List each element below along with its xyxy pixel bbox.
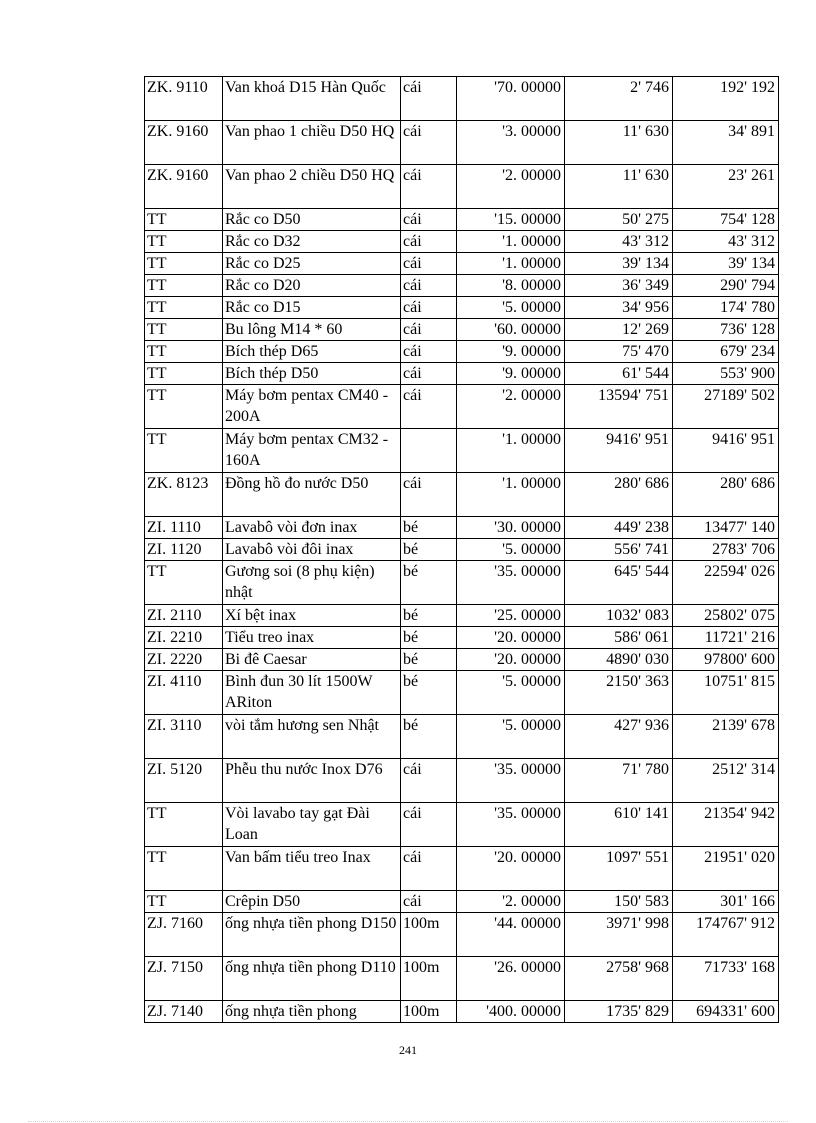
table-row [145, 671, 779, 715]
item-code-cell: ZK. 9160 [145, 165, 223, 209]
quantity-cell: '35. 00000 [457, 759, 565, 803]
item-code-cell: TT [145, 297, 223, 319]
table-row [145, 1001, 779, 1023]
unit-cell: cái [401, 165, 457, 209]
table-row [145, 275, 779, 297]
quantity-cell: '30. 00000 [457, 517, 565, 539]
total-cell: 290' 794 [673, 275, 779, 297]
item-code-cell: TT [145, 319, 223, 341]
total-cell: 2512' 314 [673, 759, 779, 803]
total-cell: 10751' 815 [673, 671, 779, 715]
item-code-cell: ZJ. 7160 [145, 913, 223, 957]
total-cell: 43' 312 [673, 231, 779, 253]
unit-cell: cái [401, 847, 457, 891]
total-cell: 13477' 140 [673, 517, 779, 539]
unit-cell: cái [401, 275, 457, 297]
total-cell: 9416' 951 [673, 429, 779, 473]
item-code-cell: ZI. 5120 [145, 759, 223, 803]
item-name-cell: Rắc co D15 [223, 297, 401, 319]
table-row [145, 473, 779, 517]
unit-price-cell: 2150' 363 [565, 671, 673, 715]
item-code-cell: TT [145, 847, 223, 891]
quantity-cell: '35. 00000 [457, 803, 565, 847]
quantity-cell: '1. 00000 [457, 473, 565, 517]
unit-price-cell: 2758' 968 [565, 957, 673, 1001]
unit-cell: bé [401, 517, 457, 539]
unit-cell: cái [401, 319, 457, 341]
item-name-cell: Rắc co D20 [223, 275, 401, 297]
table-row [145, 803, 779, 847]
item-code-cell: ZJ. 7150 [145, 957, 223, 1001]
total-cell: 174767' 912 [673, 913, 779, 957]
total-cell: 23' 261 [673, 165, 779, 209]
total-cell: 192' 192 [673, 77, 779, 121]
item-name-cell: Đồng hồ đo nước D50 [223, 473, 401, 517]
unit-price-cell: 3971' 998 [565, 913, 673, 957]
table-row [145, 385, 779, 429]
table-row [145, 363, 779, 385]
quantity-cell: '2. 00000 [457, 165, 565, 209]
total-cell: 11721' 216 [673, 627, 779, 649]
table-row [145, 847, 779, 891]
total-cell: 2783' 706 [673, 539, 779, 561]
unit-price-cell: 11' 630 [565, 165, 673, 209]
unit-price-cell: 1097' 551 [565, 847, 673, 891]
unit-price-cell: 61' 544 [565, 363, 673, 385]
quantity-cell: '70. 00000 [457, 77, 565, 121]
table-row [145, 913, 779, 957]
total-cell: 679' 234 [673, 341, 779, 363]
item-code-cell: ZI. 1110 [145, 517, 223, 539]
table-row [145, 253, 779, 275]
item-name-cell: Lavabô vòi đôi inax [223, 539, 401, 561]
table-row [145, 209, 779, 231]
item-code-cell: TT [145, 561, 223, 605]
quantity-cell: '25. 00000 [457, 605, 565, 627]
total-cell: 280' 686 [673, 473, 779, 517]
item-name-cell: Rắc co D25 [223, 253, 401, 275]
item-name-cell: Van phao 1 chiều D50 HQ [223, 121, 401, 165]
item-code-cell: ZI. 1120 [145, 539, 223, 561]
unit-cell: cái [401, 385, 457, 429]
quantity-cell: '15. 00000 [457, 209, 565, 231]
table-row [145, 165, 779, 209]
unit-cell: bé [401, 715, 457, 759]
unit-cell: bé [401, 627, 457, 649]
item-name-cell: ống nhựa tiền phong D110 [223, 957, 401, 1001]
unit-price-cell: 645' 544 [565, 561, 673, 605]
total-cell: 301' 166 [673, 891, 779, 913]
total-cell: 71733' 168 [673, 957, 779, 1001]
item-name-cell: Lavabô vòi đơn inax [223, 517, 401, 539]
quantity-cell: '35. 00000 [457, 561, 565, 605]
unit-cell: cái [401, 77, 457, 121]
item-code-cell: TT [145, 209, 223, 231]
quantity-cell: '1. 00000 [457, 429, 565, 473]
unit-price-cell: 50' 275 [565, 209, 673, 231]
unit-price-cell: 2' 746 [565, 77, 673, 121]
item-name-cell: Tiểu treo inax [223, 627, 401, 649]
unit-cell: cái [401, 209, 457, 231]
total-cell: 754' 128 [673, 209, 779, 231]
unit-cell: cái [401, 253, 457, 275]
quantity-cell: '400. 00000 [457, 1001, 565, 1023]
quantity-cell: '20. 00000 [457, 649, 565, 671]
item-name-cell: Gương soi (8 phụ kiện) nhật [223, 561, 401, 605]
unit-cell: bé [401, 561, 457, 605]
unit-price-cell: 610' 141 [565, 803, 673, 847]
unit-cell: cái [401, 803, 457, 847]
unit-price-cell: 43' 312 [565, 231, 673, 253]
quantity-cell: '9. 00000 [457, 363, 565, 385]
total-cell: 174' 780 [673, 297, 779, 319]
unit-cell: 100m [401, 913, 457, 957]
total-cell: 2139' 678 [673, 715, 779, 759]
unit-price-cell: 280' 686 [565, 473, 673, 517]
unit-price-cell: 9416' 951 [565, 429, 673, 473]
table-row [145, 605, 779, 627]
item-code-cell: ZI. 2210 [145, 627, 223, 649]
unit-price-cell: 449' 238 [565, 517, 673, 539]
item-name-cell: Van phao 2 chiều D50 HQ [223, 165, 401, 209]
unit-cell: bé [401, 649, 457, 671]
quantity-cell: '3. 00000 [457, 121, 565, 165]
item-code-cell: ZI. 2110 [145, 605, 223, 627]
unit-price-cell: 586' 061 [565, 627, 673, 649]
item-name-cell: Bu lông M14 * 60 [223, 319, 401, 341]
table-row [145, 231, 779, 253]
unit-cell: 100m [401, 957, 457, 1001]
item-code-cell: TT [145, 231, 223, 253]
unit-cell: cái [401, 891, 457, 913]
total-cell: 553' 900 [673, 363, 779, 385]
item-code-cell: TT [145, 275, 223, 297]
item-code-cell: ZI. 4110 [145, 671, 223, 715]
quantity-cell: '9. 00000 [457, 341, 565, 363]
unit-cell: bé [401, 539, 457, 561]
total-cell: 39' 134 [673, 253, 779, 275]
quantity-cell: '20. 00000 [457, 627, 565, 649]
table-row [145, 715, 779, 759]
unit-price-cell: 34' 956 [565, 297, 673, 319]
table-row [145, 759, 779, 803]
total-cell: 736' 128 [673, 319, 779, 341]
item-code-cell: ZK. 9110 [145, 77, 223, 121]
item-code-cell: ZI. 3110 [145, 715, 223, 759]
item-code-cell: TT [145, 363, 223, 385]
unit-price-cell: 150' 583 [565, 891, 673, 913]
item-name-cell: vòi tắm hương sen Nhật [223, 715, 401, 759]
unit-price-cell: 13594' 751 [565, 385, 673, 429]
quantity-cell: '1. 00000 [457, 253, 565, 275]
item-name-cell: Van bấm tiểu treo Inax [223, 847, 401, 891]
item-code-cell: TT [145, 891, 223, 913]
table-row [145, 517, 779, 539]
price-table-body [145, 77, 779, 1023]
item-name-cell: Bích thép D50 [223, 363, 401, 385]
item-name-cell: Máy bơm pentax CM40 - 200A [223, 385, 401, 429]
quantity-cell: '1. 00000 [457, 231, 565, 253]
total-cell: 34' 891 [673, 121, 779, 165]
unit-cell: bé [401, 671, 457, 715]
item-code-cell: ZI. 2220 [145, 649, 223, 671]
item-code-cell: ZK. 8123 [145, 473, 223, 517]
table-row [145, 957, 779, 1001]
item-name-cell: Rắc co D32 [223, 231, 401, 253]
item-code-cell: TT [145, 803, 223, 847]
bottom-divider [28, 1121, 788, 1122]
unit-price-cell: 39' 134 [565, 253, 673, 275]
item-name-cell: Bích thép D65 [223, 341, 401, 363]
total-cell: 22594' 026 [673, 561, 779, 605]
item-name-cell: Xí bệt inax [223, 605, 401, 627]
quantity-cell: '44. 00000 [457, 913, 565, 957]
table-row [145, 341, 779, 363]
item-name-cell: ống nhựa tiền phong D150 [223, 913, 401, 957]
unit-price-cell: 11' 630 [565, 121, 673, 165]
total-cell: 97800' 600 [673, 649, 779, 671]
unit-price-cell: 75' 470 [565, 341, 673, 363]
unit-cell: cái [401, 121, 457, 165]
page-number: 241 [399, 1043, 417, 1057]
table-row [145, 77, 779, 121]
unit-price-cell: 4890' 030 [565, 649, 673, 671]
unit-price-cell: 556' 741 [565, 539, 673, 561]
table-row [145, 539, 779, 561]
item-code-cell: ZJ. 7140 [145, 1001, 223, 1023]
unit-cell: cái [401, 231, 457, 253]
quantity-cell: '5. 00000 [457, 297, 565, 319]
table-row [145, 649, 779, 671]
item-name-cell: Van khoá D15 Hàn Quốc [223, 77, 401, 121]
item-name-cell: Bình đun 30 lít 1500W ARiton [223, 671, 401, 715]
item-name-cell: Vòi lavabo tay gạt Đài Loan [223, 803, 401, 847]
table-row [145, 891, 779, 913]
quantity-cell: '5. 00000 [457, 715, 565, 759]
unit-cell: cái [401, 297, 457, 319]
unit-cell [401, 429, 457, 473]
unit-cell: cái [401, 363, 457, 385]
quantity-cell: '60. 00000 [457, 319, 565, 341]
unit-price-cell: 71' 780 [565, 759, 673, 803]
quantity-cell: '26. 00000 [457, 957, 565, 1001]
item-name-cell: Máy bơm pentax CM32 - 160A [223, 429, 401, 473]
item-code-cell: TT [145, 253, 223, 275]
table-row [145, 319, 779, 341]
unit-price-cell: 427' 936 [565, 715, 673, 759]
item-name-cell: Bi đê Caesar [223, 649, 401, 671]
unit-price-cell: 12' 269 [565, 319, 673, 341]
item-code-cell: TT [145, 429, 223, 473]
item-name-cell: Rắc co D50 [223, 209, 401, 231]
item-code-cell: TT [145, 341, 223, 363]
total-cell: 25802' 075 [673, 605, 779, 627]
unit-price-cell: 1735' 829 [565, 1001, 673, 1023]
table-row [145, 121, 779, 165]
total-cell: 21354' 942 [673, 803, 779, 847]
quantity-cell: '5. 00000 [457, 539, 565, 561]
total-cell: 694331' 600 [673, 1001, 779, 1023]
quantity-cell: '8. 00000 [457, 275, 565, 297]
item-name-cell: ống nhựa tiền phong [223, 1001, 401, 1023]
item-name-cell: Phễu thu nước Inox D76 [223, 759, 401, 803]
table-row [145, 429, 779, 473]
unit-cell: cái [401, 759, 457, 803]
unit-cell: cái [401, 473, 457, 517]
total-cell: 27189' 502 [673, 385, 779, 429]
quantity-cell: '5. 00000 [457, 671, 565, 715]
item-name-cell: Crêpin D50 [223, 891, 401, 913]
total-cell: 21951' 020 [673, 847, 779, 891]
table-row [145, 561, 779, 605]
quantity-cell: '20. 00000 [457, 847, 565, 891]
table-row [145, 627, 779, 649]
item-code-cell: ZK. 9160 [145, 121, 223, 165]
price-table [144, 76, 779, 1023]
unit-cell: bé [401, 605, 457, 627]
unit-price-cell: 1032' 083 [565, 605, 673, 627]
unit-cell: cái [401, 341, 457, 363]
unit-cell: 100m [401, 1001, 457, 1023]
quantity-cell: '2. 00000 [457, 891, 565, 913]
unit-price-cell: 36' 349 [565, 275, 673, 297]
quantity-cell: '2. 00000 [457, 385, 565, 429]
table-row [145, 297, 779, 319]
item-code-cell: TT [145, 385, 223, 429]
